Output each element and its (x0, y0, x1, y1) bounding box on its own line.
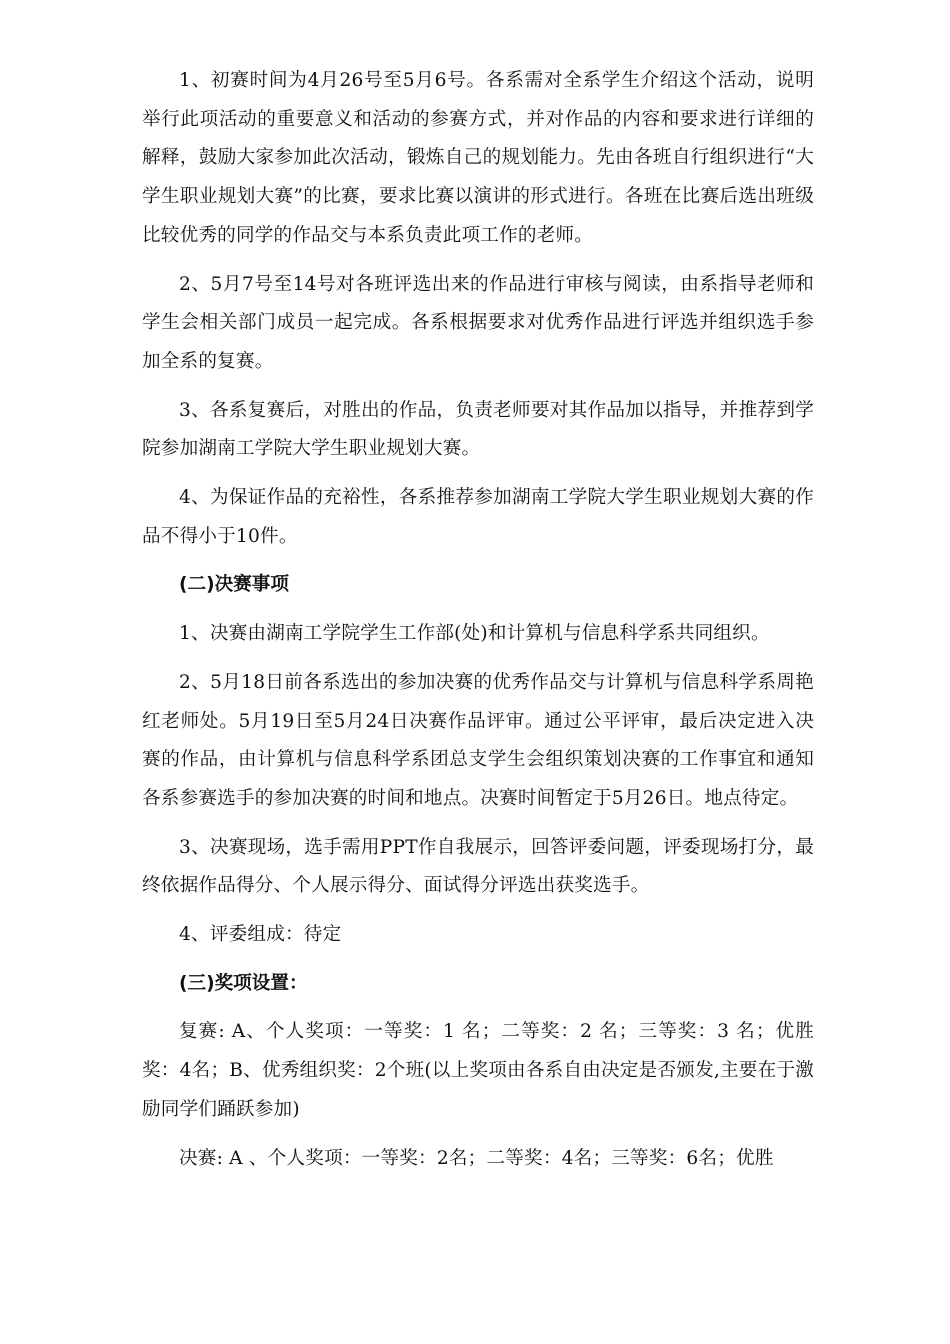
paragraph-prelim-2: 2、5月7号至14号对各班评选出来的作品进行审核与阅读，由系指导老师和学生会相关部门成员一起完成。各系根据要求对优秀作品进行评选并组织选手参加全系的复赛。 (142, 273, 814, 372)
paragraph-final-2: 2、5月18日前各系选出的参加决赛的优秀作品交与计算机与信息科学系周艳红老师处。5月19日至5月24日决赛作品评审。通过公平评审，最后决定进入决赛的作品，由计算机与信息科学系团总支学生会组织策划决赛的工作事宜和通知各系参赛选手的参加决赛的时间和地点。决赛时间暂定于5月26日。地点待定。 (142, 671, 814, 809)
section-heading-final: (二)决赛事项 (179, 574, 289, 596)
document-body (142, 62, 814, 1188)
paragraph-final-1: 1、决赛由湖南工学院学生工作部(处)和计算机与信息科学系共同组织。 (179, 623, 770, 645)
paragraph-prelim-1: 1、初赛时间为4月26号至5月6号。各系需对全系学生介绍这个活动，说明举行此项活动的重要意义和活动的参赛方式，并对作品的内容和要求进行详细的解释，鼓励大家参加此次活动，锻炼自己的规划能力。先由各班自行组织进行“大学生职业规划大赛”的比赛，要求比赛以演讲的形式进行。各班在比赛后选出班级比较优秀的同学的作品交与本系负责此项工作的老师。 (142, 70, 814, 246)
paragraph-awards-semifinal: 复赛: A、个人奖项：一等奖：1 名；二等奖：2 名；三等奖：3 名；优胜奖：4名；B、优秀组织奖：2个班(以上奖项由各系自由决定是否颁发,主要在于激励同学们踊跃参加) (142, 1021, 814, 1120)
paragraph-final-3: 3、决赛现场，选手需用PPT作自我展示，回答评委问题，评委现场打分，最终依据作品得分、个人展示得分、面试得分评选出获奖选手。 (142, 836, 814, 897)
paragraph-awards-final: 决赛: A 、个人奖项：一等奖：2名；二等奖：4名；三等奖：6名；优胜 (179, 1147, 774, 1169)
paragraph-prelim-3: 3、各系复赛后，对胜出的作品，负责老师要对其作品加以指导，并推荐到学院参加湖南工学院大学生职业规划大赛。 (142, 399, 814, 460)
paragraph-prelim-4: 4、为保证作品的充裕性，各系推荐参加湖南工学院大学生职业规划大赛的作品不得小于10件。 (142, 487, 814, 547)
section-heading-awards: (三)奖项设置： (179, 972, 308, 994)
paragraph-final-4: 4、评委组成：待定 (179, 924, 342, 946)
